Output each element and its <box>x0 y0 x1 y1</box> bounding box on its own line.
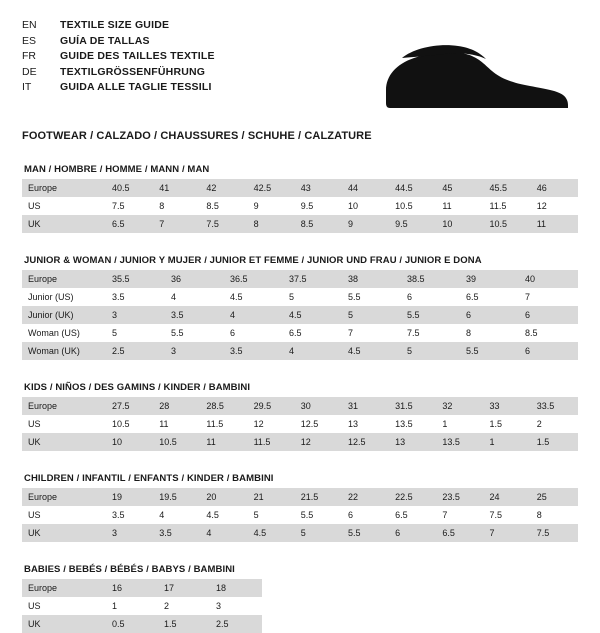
size-cell: 36.5 <box>224 270 283 288</box>
size-cell: 4.5 <box>283 306 342 324</box>
size-cell: 1.5 <box>484 415 531 433</box>
table-row <box>22 288 578 306</box>
size-cell: 7 <box>153 215 200 233</box>
table-row <box>22 306 578 324</box>
size-cell: 5.5 <box>460 342 519 360</box>
table-row <box>22 197 578 215</box>
size-cell: 18 <box>210 579 262 597</box>
size-cell: 45 <box>436 179 483 197</box>
size-cell: 10.5 <box>153 433 200 451</box>
size-cell: 41 <box>153 179 200 197</box>
size-row-label: US <box>22 197 106 215</box>
size-cell: 25 <box>531 488 578 506</box>
table-row <box>22 506 578 524</box>
size-cell: 5.5 <box>401 306 460 324</box>
size-cell: 31.5 <box>389 397 436 415</box>
table-row <box>22 342 578 360</box>
size-cell: 12.5 <box>295 415 342 433</box>
size-cell: 30 <box>295 397 342 415</box>
size-cell: 7 <box>519 288 578 306</box>
size-cell: 1 <box>484 433 531 451</box>
size-row-label: Europe <box>22 488 106 506</box>
language-row <box>22 80 215 96</box>
size-cell: 4 <box>283 342 342 360</box>
size-cell: 28 <box>153 397 200 415</box>
language-row <box>22 34 215 50</box>
size-cell: 7.5 <box>106 197 153 215</box>
size-cell: 2.5 <box>106 342 165 360</box>
language-title: TEXTILE SIZE GUIDE <box>60 19 170 31</box>
size-row-label: UK <box>22 215 106 233</box>
size-cell: 9 <box>248 197 295 215</box>
size-cell: 35.5 <box>106 270 165 288</box>
size-cell: 38.5 <box>401 270 460 288</box>
size-cell: 12 <box>295 433 342 451</box>
size-cell: 40 <box>519 270 578 288</box>
table-row <box>22 215 578 233</box>
size-cell: 6 <box>460 306 519 324</box>
size-cell: 22.5 <box>389 488 436 506</box>
size-table <box>22 270 578 360</box>
size-cell: 4.5 <box>224 288 283 306</box>
category-title: FOOTWEAR / CALZADO / CHAUSSURES / SCHUHE / CALZATURE <box>22 130 372 142</box>
size-cell: 10.5 <box>484 215 531 233</box>
size-cell: 43 <box>295 179 342 197</box>
size-cell: 7 <box>484 524 531 542</box>
document-header <box>22 18 578 106</box>
size-row-label: Europe <box>22 270 106 288</box>
table-row <box>22 488 578 506</box>
size-cell: 32 <box>436 397 483 415</box>
size-cell: 31 <box>342 397 389 415</box>
size-cell: 38 <box>342 270 401 288</box>
size-cell: 6 <box>519 306 578 324</box>
size-table <box>22 488 578 542</box>
size-cell: 8 <box>153 197 200 215</box>
size-cell: 3 <box>165 342 224 360</box>
size-cell: 23.5 <box>436 488 483 506</box>
size-cell: 39 <box>460 270 519 288</box>
size-cell: 27.5 <box>106 397 153 415</box>
size-cell: 6 <box>401 288 460 306</box>
size-cell: 2.5 <box>210 615 262 633</box>
size-cell: 3 <box>210 597 262 615</box>
size-cell: 5 <box>283 288 342 306</box>
size-cell: 42 <box>200 179 247 197</box>
size-cell: 4 <box>224 306 283 324</box>
size-row-label: Woman (US) <box>22 324 106 342</box>
size-cell: 6.5 <box>389 506 436 524</box>
size-cell: 7 <box>436 506 483 524</box>
size-cell: 12 <box>248 415 295 433</box>
size-cell: 36 <box>165 270 224 288</box>
language-title: GUIDE DES TAILLES TEXTILE <box>60 50 215 63</box>
language-title-list <box>22 18 215 96</box>
size-cell: 11.5 <box>484 197 531 215</box>
size-cell: 5 <box>248 506 295 524</box>
table-row <box>22 270 578 288</box>
dress-shoe-icon <box>380 40 570 112</box>
table-row <box>22 397 578 415</box>
size-row-label: UK <box>22 433 106 451</box>
size-cell: 5 <box>106 324 165 342</box>
language-title: GUIDA ALLE TAGLIE TESSILI <box>60 81 212 94</box>
size-row-label: US <box>22 506 106 524</box>
table-row <box>22 615 262 633</box>
size-cell: 8.5 <box>295 215 342 233</box>
size-cell: 20 <box>200 488 247 506</box>
size-group <box>22 255 578 360</box>
size-groups <box>22 164 578 633</box>
table-row <box>22 579 262 597</box>
size-cell: 7.5 <box>531 524 578 542</box>
size-group-title: BABIES / BEBÉS / BÉBÉS / BABYS / BAMBINI <box>24 564 235 575</box>
size-cell: 3.5 <box>106 506 153 524</box>
size-cell: 44 <box>342 179 389 197</box>
size-cell: 11 <box>531 215 578 233</box>
size-cell: 4.5 <box>200 506 247 524</box>
size-cell: 9.5 <box>389 215 436 233</box>
size-cell: 11.5 <box>248 433 295 451</box>
language-title: GUÍA DE TALLAS <box>60 34 150 47</box>
size-row-label: Europe <box>22 579 106 597</box>
size-cell: 21 <box>248 488 295 506</box>
size-cell: 0.5 <box>106 615 158 633</box>
size-row-label: UK <box>22 524 106 542</box>
size-cell: 19.5 <box>153 488 200 506</box>
size-cell: 3.5 <box>106 288 165 306</box>
size-cell: 4 <box>200 524 247 542</box>
size-cell: 13 <box>389 433 436 451</box>
language-code: FR <box>22 50 36 63</box>
size-cell: 6 <box>389 524 436 542</box>
size-cell: 3 <box>106 524 153 542</box>
size-cell: 16 <box>106 579 158 597</box>
size-cell: 10 <box>342 197 389 215</box>
size-cell: 3.5 <box>153 524 200 542</box>
size-group-title: KIDS / NIÑOS / DES GAMINS / KINDER / BAMBINI <box>24 382 251 393</box>
size-cell: 22 <box>342 488 389 506</box>
size-cell: 1.5 <box>531 433 578 451</box>
size-cell: 29.5 <box>248 397 295 415</box>
size-cell: 13 <box>342 415 389 433</box>
size-cell: 9.5 <box>295 197 342 215</box>
size-cell: 6 <box>224 324 283 342</box>
size-cell: 12.5 <box>342 433 389 451</box>
size-group <box>22 564 578 633</box>
size-row-label: Europe <box>22 179 106 197</box>
size-cell: 37.5 <box>283 270 342 288</box>
size-cell: 1 <box>436 415 483 433</box>
size-cell: 24 <box>484 488 531 506</box>
size-cell: 4.5 <box>248 524 295 542</box>
size-group-title: CHILDREN / INFANTIL / ENFANTS / KINDER / BAMBINI <box>24 473 274 484</box>
size-cell: 2 <box>531 415 578 433</box>
size-cell: 40.5 <box>106 179 153 197</box>
size-cell: 6 <box>519 342 578 360</box>
language-code: EN <box>22 19 37 31</box>
size-cell: 5.5 <box>342 288 401 306</box>
size-row-label: Junior (UK) <box>22 306 106 324</box>
size-row-label: Europe <box>22 397 106 415</box>
table-row <box>22 179 578 197</box>
size-group <box>22 473 578 542</box>
size-cell: 8 <box>248 215 295 233</box>
size-cell: 1 <box>106 597 158 615</box>
size-row-label: UK <box>22 615 106 633</box>
size-cell: 13.5 <box>436 433 483 451</box>
size-row-label: US <box>22 597 106 615</box>
size-cell: 11.5 <box>200 415 247 433</box>
size-cell: 42.5 <box>248 179 295 197</box>
size-group <box>22 382 578 451</box>
size-cell: 6.5 <box>460 288 519 306</box>
table-row <box>22 524 578 542</box>
size-cell: 3 <box>106 306 165 324</box>
size-cell: 6.5 <box>106 215 153 233</box>
size-cell: 2 <box>158 597 210 615</box>
size-cell: 6 <box>342 506 389 524</box>
language-title: TEXTILGRÖSSENFÜHRUNG <box>60 65 206 78</box>
size-cell: 7 <box>342 324 401 342</box>
size-cell: 6.5 <box>436 524 483 542</box>
size-cell: 4 <box>165 288 224 306</box>
size-cell: 4 <box>153 506 200 524</box>
size-cell: 33 <box>484 397 531 415</box>
language-row <box>22 18 215 34</box>
size-group-title: JUNIOR & WOMAN / JUNIOR Y MUJER / JUNIOR ET FEMME / JUNIOR UND FRAU / JUNIOR E DONA <box>24 255 482 266</box>
size-cell: 5 <box>295 524 342 542</box>
size-cell: 5.5 <box>342 524 389 542</box>
size-group-title: MAN / HOMBRE / HOMME / MANN / MAN <box>24 164 210 175</box>
table-row <box>22 324 578 342</box>
size-cell: 12 <box>531 197 578 215</box>
language-row <box>22 49 215 65</box>
size-cell: 7.5 <box>484 506 531 524</box>
size-cell: 4.5 <box>342 342 401 360</box>
size-cell: 10.5 <box>389 197 436 215</box>
size-cell: 11 <box>200 433 247 451</box>
language-code: ES <box>22 34 37 47</box>
size-cell: 10 <box>436 215 483 233</box>
size-table <box>22 579 262 633</box>
size-cell: 44.5 <box>389 179 436 197</box>
size-cell: 33.5 <box>531 397 578 415</box>
size-group <box>22 164 578 233</box>
size-cell: 8 <box>531 506 578 524</box>
size-cell: 11 <box>436 197 483 215</box>
size-cell: 13.5 <box>389 415 436 433</box>
size-cell: 19 <box>106 488 153 506</box>
table-row <box>22 415 578 433</box>
size-cell: 45.5 <box>484 179 531 197</box>
size-cell: 8.5 <box>200 197 247 215</box>
size-row-label: US <box>22 415 106 433</box>
size-cell: 8 <box>460 324 519 342</box>
size-cell: 10.5 <box>106 415 153 433</box>
size-row-label: Woman (UK) <box>22 342 106 360</box>
size-table <box>22 397 578 451</box>
size-table <box>22 179 578 233</box>
size-cell: 5 <box>401 342 460 360</box>
size-cell: 3.5 <box>165 306 224 324</box>
size-cell: 28.5 <box>200 397 247 415</box>
size-cell: 1.5 <box>158 615 210 633</box>
size-cell: 7.5 <box>200 215 247 233</box>
size-row-label: Junior (US) <box>22 288 106 306</box>
size-cell: 8.5 <box>519 324 578 342</box>
size-cell: 3.5 <box>224 342 283 360</box>
size-cell: 46 <box>531 179 578 197</box>
size-cell: 7.5 <box>401 324 460 342</box>
table-row <box>22 433 578 451</box>
size-cell: 5 <box>342 306 401 324</box>
size-cell: 10 <box>106 433 153 451</box>
size-cell: 5.5 <box>295 506 342 524</box>
language-row <box>22 65 215 81</box>
language-code: IT <box>22 81 32 94</box>
size-cell: 11 <box>153 415 200 433</box>
size-cell: 6.5 <box>283 324 342 342</box>
size-cell: 9 <box>342 215 389 233</box>
size-cell: 21.5 <box>295 488 342 506</box>
language-code: DE <box>22 65 37 78</box>
size-cell: 5.5 <box>165 324 224 342</box>
size-cell: 17 <box>158 579 210 597</box>
